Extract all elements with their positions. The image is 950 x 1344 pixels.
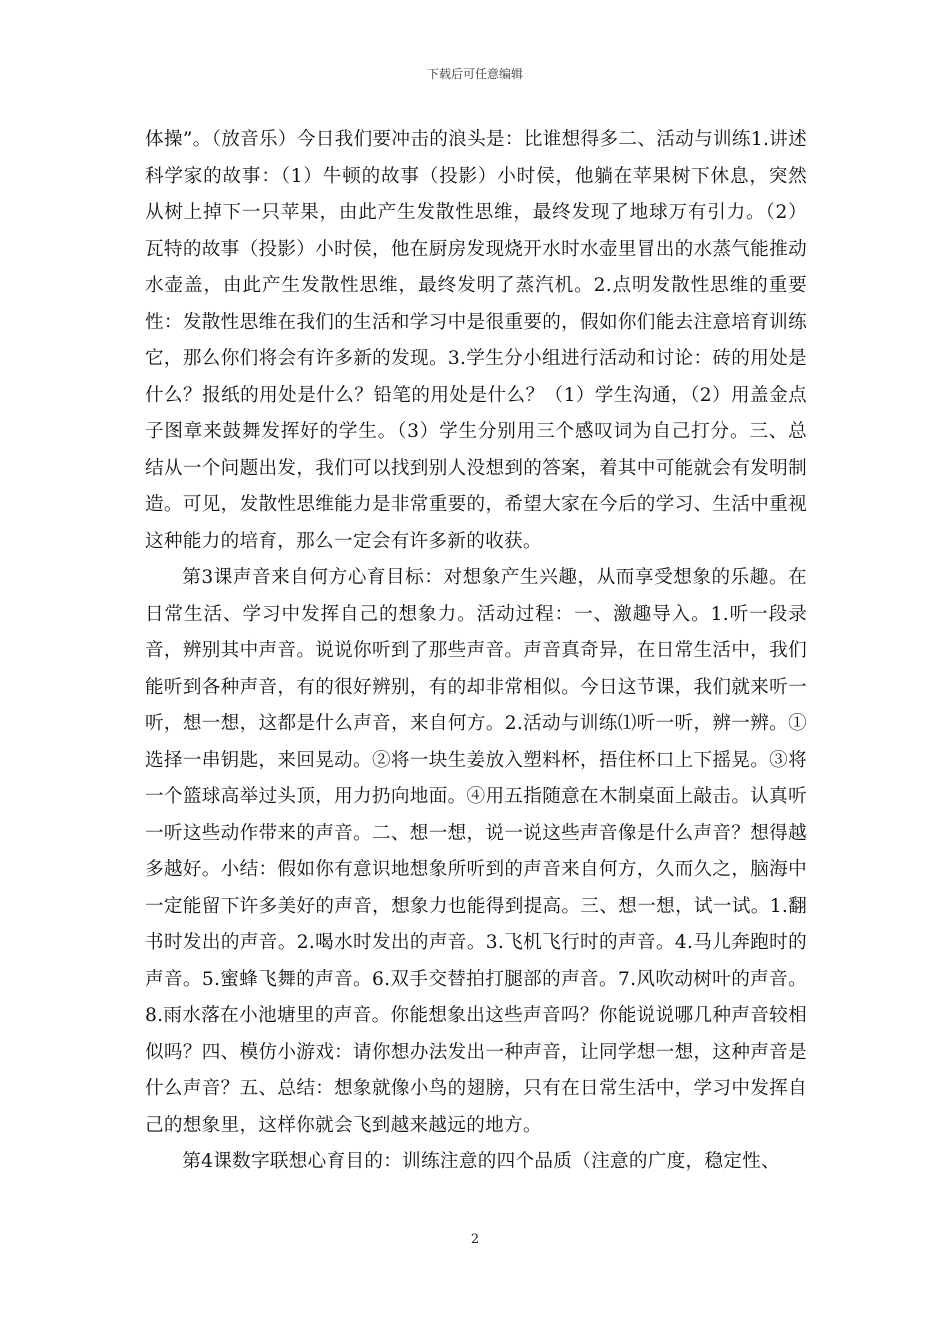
- page-header: 下载后可任意编辑: [426, 67, 523, 81]
- paragraph-3: 第4课数字联想心育目的：训练注意的四个品质（注意的广度，稳定性、: [182, 1151, 781, 1172]
- paragraph-2: 第3课声音来自何方心育目标：对想象产生兴趣，从而享受想象的乐趣。在日常生活、学习中发挥自己的想象力。活动过程：一、激趣导入。1.听一段录音，辨别其中声音。说说你听到了那些声音。声音真奇异，在日常生活中，我们能听到各种声音，有的很好辨别，有的却非常相似。今日这节课，我们就来听一听，想一想，这都是什么声音，来自何方。2.活动与训练⑴听一听，辨一辨。①选择一串钥匙，来回晃动。②将一块生姜放入塑料杯，捂住杯口上下摇晃。③将一个篮球高举过头顶，用力扔向地面。④用五指随意在木制桌面上敲击。认真听一听这些动作带来的声音。二、想一想，说一说这些声音像是什么声音？想得越多越好。小结：假如你有意识地想象所听到的声音来自何方，久而久之，脑海中一定能留下许多美好的声音，想象力也能得到提高。三、想一想，试一试。1.翻书时发出的声音。2.喝水时发出的声音。3.飞机飞行时的声音。4.马儿奔跑时的声音。5.蜜蜂飞舞的声音。6.双手交替拍打腿部的声音。7.风吹动树叶的声音。8.雨水落在小池塘里的声音。你能想象出这些声音吗？你能说说哪几种声音较相似吗？四、模仿小游戏：请你想办法发出一种声音，让同学想一想，这种声音是什么声音？五、总结：想象就像小鸟的翅膀，只有在日常生活中，学习中发挥自己的想象里，这样你就会飞到越来越远的地方。: [145, 567, 807, 1136]
- paragraph-1: 体操”。（放音乐）今日我们要冲击的浪头是：比谁想得多二、活动与训练1.讲述科学家的故事：（1）牛顿的故事（投影）小时侯，他躺在苹果树下休息，突然从树上掉下一只苹果，由此产生发散性思维，最终发现了地球万有引力。（2）瓦特的故事（投影）小时侯，他在厨房发现烧开水时水壶里冒出的水蒸气能推动水壶盖，由此产生发散性思维，最终发明了蒸汽机。2.点明发散性思维的重要性：发散性思维在我们的生活和学习中是很重要的，假如你们能去注意培育训练它，那么你们将会有许多新的发现。3.学生分小组进行活动和讨论：砖的用处是什么？报纸的用处是什么？铅笔的用处是什么？（1）学生沟通，（2）用盖金点子图章来鼓舞发挥好的学生。（3）学生分别用三个感叹词为自己打分。三、总结从一个问题出发，我们可以找到别人没想到的答案，着其中可能就会有发明制造。可见，发散性思维能力是非常重要的，希望大家在今后的学习、生活中重视这种能力的培育，那么一定会有许多新的收获。: [145, 129, 807, 552]
- page-number: 2: [470, 1232, 480, 1247]
- document-body: [145, 122, 807, 1181]
